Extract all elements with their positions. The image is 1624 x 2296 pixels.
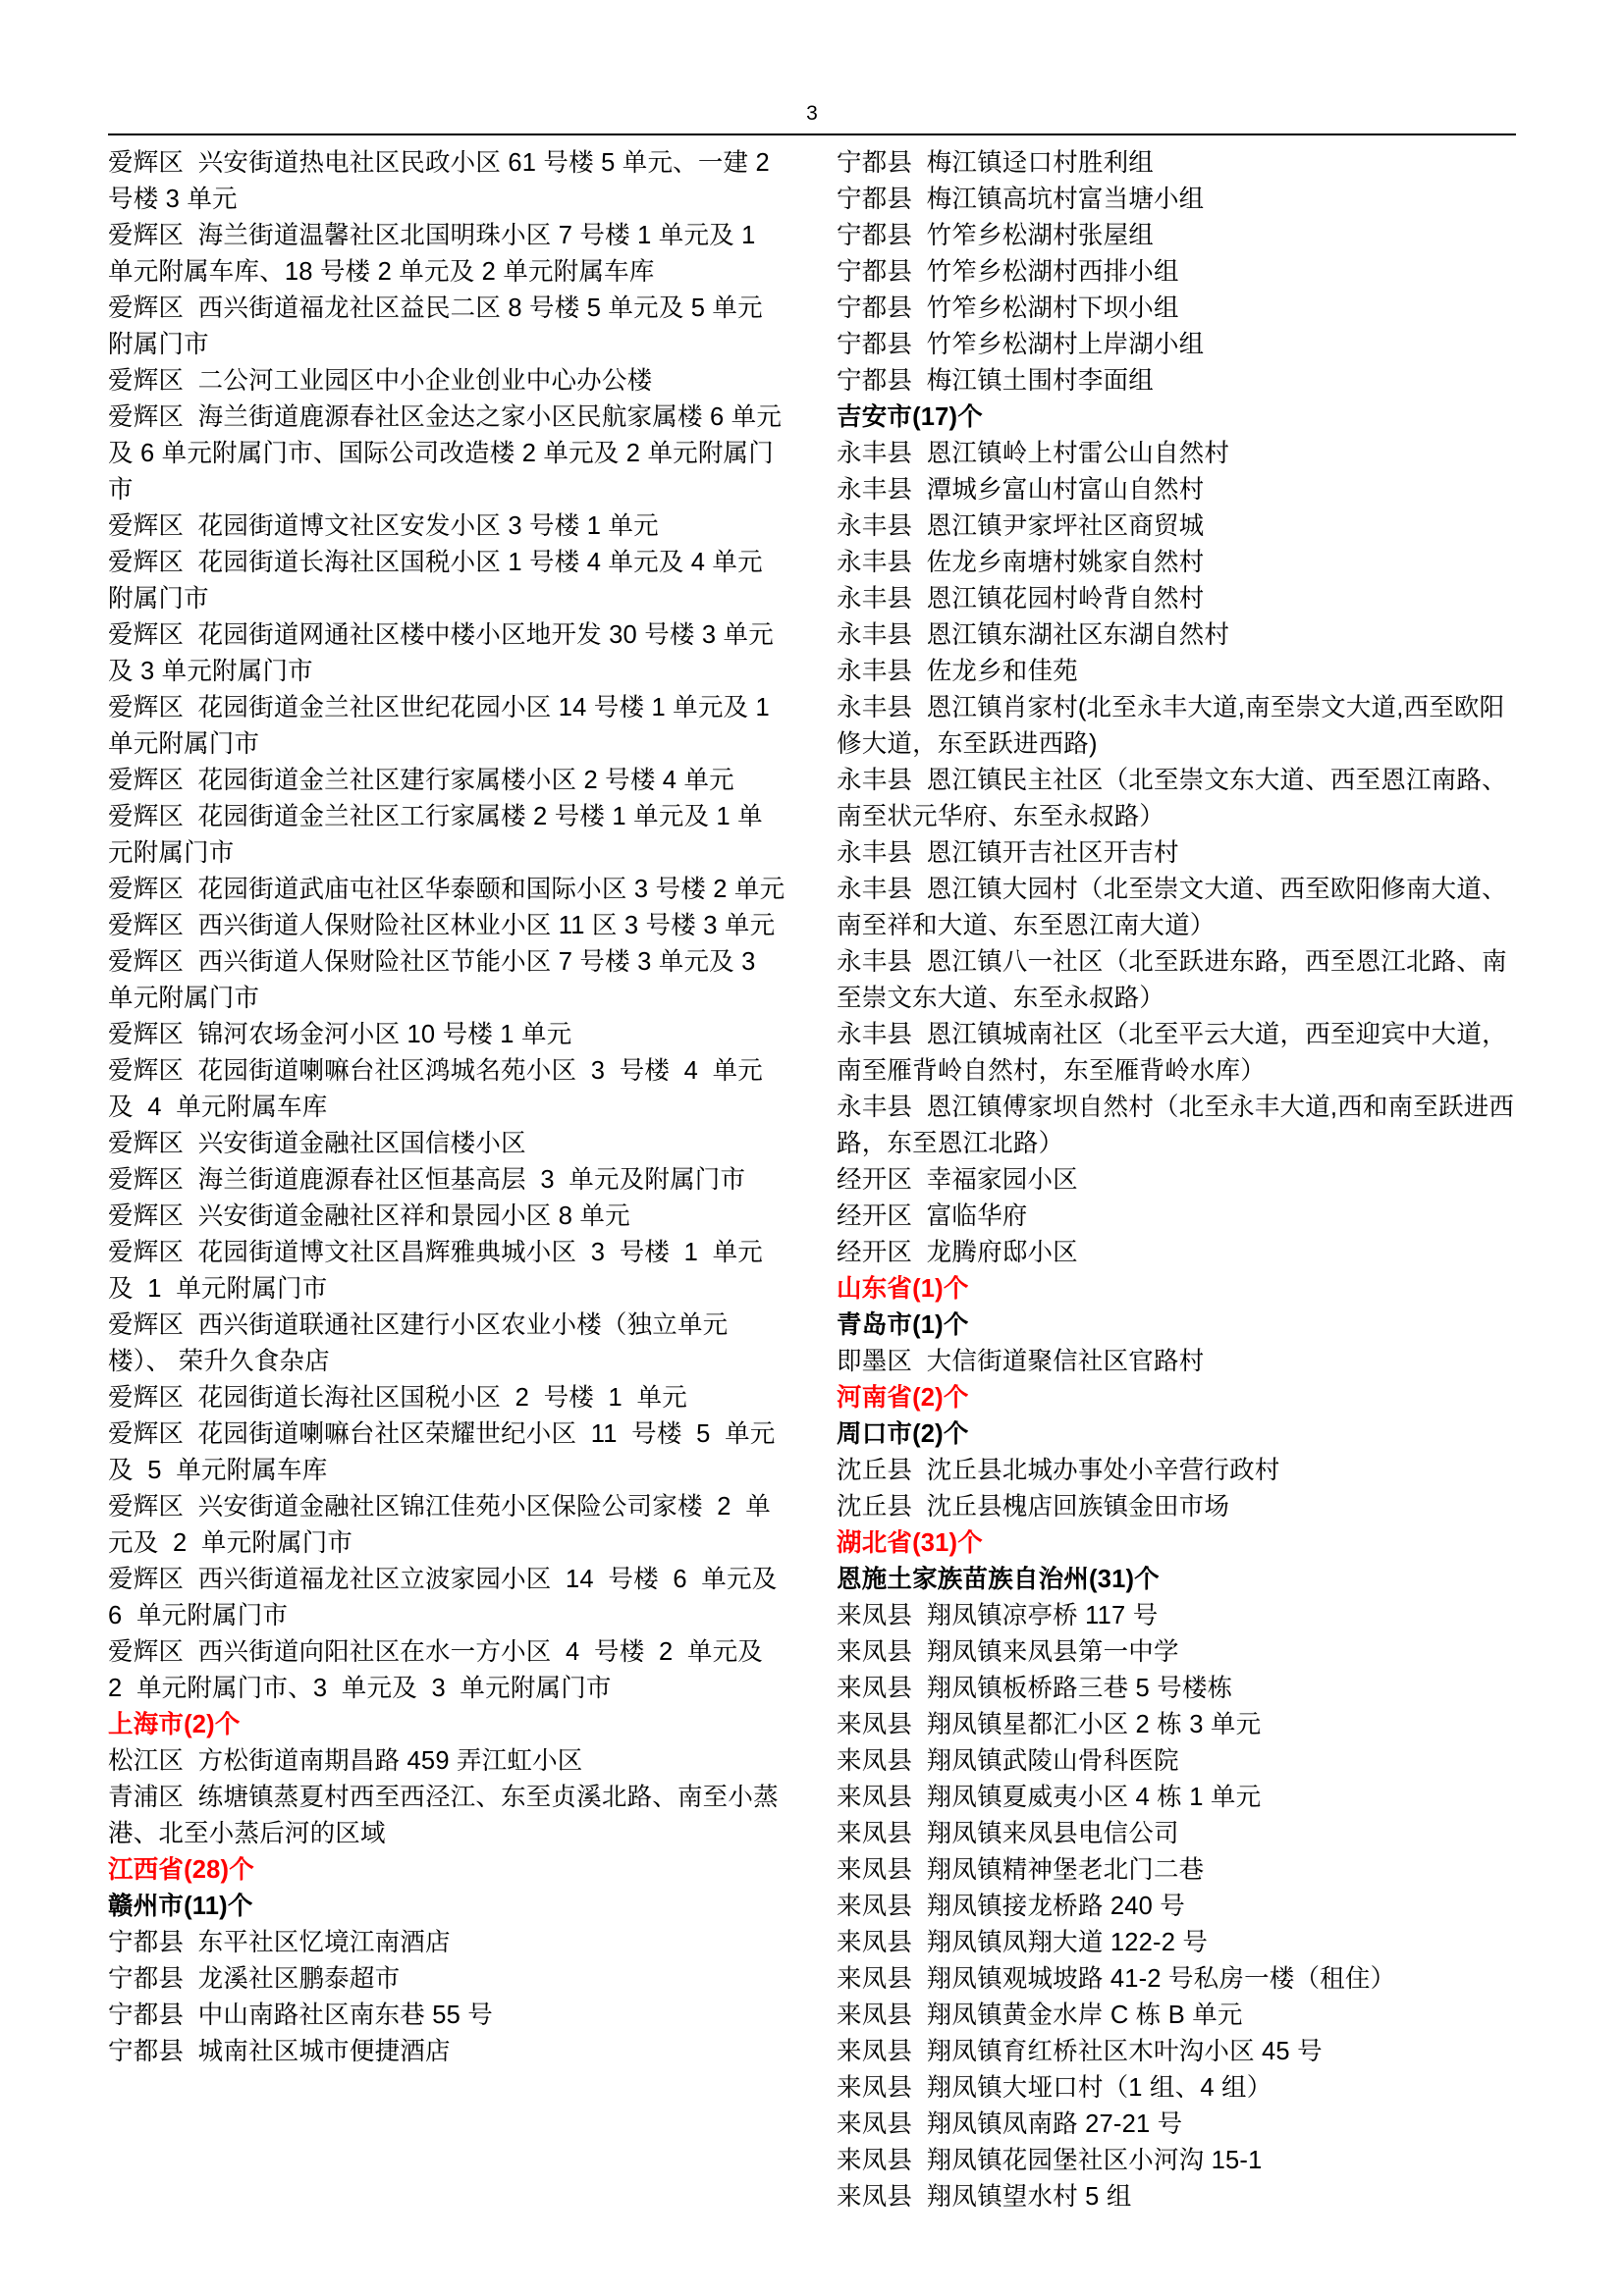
- address-entry: 来凤县 翔凤镇望水村 5 组: [837, 2183, 1132, 2211]
- address-entry: 宁都县 东平社区忆境江南酒店: [108, 1929, 451, 1956]
- address-entry: 来凤县 翔凤镇精神堡老北门二巷: [837, 1856, 1205, 1884]
- address-entry: 来凤县 翔凤镇来凤县第一中学: [837, 1638, 1179, 1666]
- address-entry: 爱辉区 西兴街道福龙社区益民二区 8 号楼 5 单元及 5 单元附属门市: [108, 294, 763, 358]
- address-entry: 永丰县 恩江镇花园村岭背自然村: [837, 585, 1205, 613]
- address-entry: 爱辉区 西兴街道人保财险社区节能小区 7 号楼 3 单元及 3 单元附属门市: [108, 948, 763, 1012]
- city-heading: 青岛市(1)个: [837, 1311, 969, 1339]
- address-entry: 宁都县 竹笮乡松湖村上岸湖小组: [837, 331, 1205, 358]
- address-entry: 永丰县 恩江镇东湖社区东湖自然村: [837, 621, 1230, 649]
- address-entry: 宁都县 竹笮乡松湖村张屋组: [837, 222, 1154, 249]
- right-column: [837, 145, 1516, 2216]
- address-entry: 永丰县 恩江镇尹家坪社区商贸城: [837, 512, 1205, 540]
- address-entry: 来凤县 翔凤镇凤翔大道 122-2 号: [837, 1929, 1209, 1956]
- address-entry: 宁都县 中山南路社区南东巷 55 号: [108, 2002, 494, 2029]
- address-entry: 来凤县 翔凤镇育红桥社区木叶沟小区 45 号: [837, 2038, 1323, 2065]
- address-entry: 爱辉区 花园街道金兰社区建行家属楼小区 2 号楼 4 单元: [108, 767, 734, 794]
- address-entry: 来凤县 翔凤镇黄金水岸 C 栋 B 单元: [837, 2002, 1243, 2029]
- left-column: [108, 145, 791, 2216]
- address-entry: 永丰县 恩江镇民主社区（北至崇文东大道、西至恩江南路、南至状元华府、东至永叔路）: [837, 767, 1507, 830]
- address-entry: 来凤县 翔凤镇观城坡路 41-2 号私房一楼（租住）: [837, 1965, 1396, 1993]
- address-entry: 来凤县 翔凤镇凤南路 27-21 号: [837, 2110, 1183, 2138]
- province-heading: 上海市(2)个: [108, 1711, 241, 1738]
- address-entry: 爱辉区 花园街道喇嘛台社区荣耀世纪小区 11 号楼 5 单元及 5 单元附属车库: [108, 1420, 776, 1484]
- address-entry: 永丰县 恩江镇开吉社区开吉村: [837, 839, 1179, 867]
- province-heading: 湖北省(31)个: [837, 1529, 983, 1557]
- address-entry: 沈丘县 沈丘县槐店回族镇金田市场: [837, 1493, 1230, 1521]
- address-entry: 爱辉区 花园街道金兰社区工行家属楼 2 号楼 1 单元及 1 单元附属门市: [108, 803, 763, 867]
- province-heading: 江西省(28)个: [108, 1856, 254, 1884]
- two-column-body: [0, 135, 1624, 2216]
- address-entry: 爱辉区 兴安街道金融社区祥和景园小区 8 单元: [108, 1202, 630, 1230]
- address-entry: 来凤县 翔凤镇花园堡社区小河沟 15-1: [837, 2147, 1263, 2174]
- address-entry: 宁都县 竹笮乡松湖村西排小组: [837, 258, 1179, 286]
- address-entry: 来凤县 翔凤镇大垭口村（1 组、4 组）: [837, 2074, 1272, 2102]
- address-entry: 永丰县 恩江镇大园村（北至崇文大道、西至欧阳修南大道、南至祥和大道、东至恩江南大道）: [837, 876, 1507, 939]
- city-heading: 赣州市(11)个: [108, 1893, 253, 1920]
- address-entry: 青浦区 练塘镇蒸夏村西至西泾江、东至贞溪北路、南至小蒸港、北至小蒸后河的区域: [108, 1784, 779, 1847]
- address-entry: 松江区 方松街道南期昌路 459 弄江虹小区: [108, 1747, 583, 1775]
- address-entry: 宁都县 龙溪社区鹏泰超市: [108, 1965, 401, 1993]
- city-heading: 恩施土家族苗族自治州(31)个: [837, 1566, 1160, 1593]
- address-entry: 沈丘县 沈丘县北城办事处小辛营行政村: [837, 1457, 1280, 1484]
- address-entry: 来凤县 翔凤镇星都汇小区 2 栋 3 单元: [837, 1711, 1262, 1738]
- province-heading: 河南省(2)个: [837, 1384, 969, 1412]
- address-entry: 宁都县 梅江镇土围村李面组: [837, 367, 1154, 395]
- address-entry: 宁都县 梅江镇高坑村富当塘小组: [837, 186, 1205, 213]
- address-entry: 永丰县 恩江镇傅家坝自然村（北至永丰大道,西和南至跃进西路，东至恩江北路）: [837, 1094, 1515, 1157]
- address-entry: 爱辉区 西兴街道人保财险社区林业小区 11 区 3 号楼 3 单元: [108, 912, 776, 939]
- address-entry: 宁都县 梅江镇迳口村胜利组: [837, 149, 1154, 177]
- address-entry: 爱辉区 西兴街道福龙社区立波家园小区 14 号楼 6 单元及 6 单元附属门市: [108, 1566, 791, 1629]
- address-entry: 永丰县 恩江镇城南社区（北至平云大道，西至迎宾中大道，南至雁背岭自然村，东至雁背岭水库）: [837, 1021, 1507, 1085]
- address-entry: 爱辉区 花园街道网通社区楼中楼小区地开发 30 号楼 3 单元及 3 单元附属门市: [108, 621, 774, 685]
- address-entry: 来凤县 翔凤镇接龙桥路 240 号: [837, 1893, 1185, 1920]
- address-entry: 永丰县 恩江镇岭上村雷公山自然村: [837, 440, 1230, 467]
- address-entry: 爱辉区 花园街道喇嘛台社区鸿城名苑小区 3 号楼 4 单元及 4 单元附属车库: [108, 1057, 764, 1121]
- address-entry: 永丰县 佐龙乡南塘村姚家自然村: [837, 549, 1205, 576]
- address-entry: 爱辉区 锦河农场金河小区 10 号楼 1 单元: [108, 1021, 572, 1048]
- address-entry: 爱辉区 海兰街道鹿源春社区金达之家小区民航家属楼 6 单元及 6 单元附属门市、国际公司改造楼 2 单元及 2 单元附属门市: [108, 403, 783, 504]
- address-entry: 爱辉区 二公河工业园区中小企业创业中心办公楼: [108, 367, 653, 395]
- address-entry: 永丰县 恩江镇肖家村(北至永丰大道,南至崇文大道,西至欧阳修大道，东至跃进西路): [837, 694, 1505, 758]
- city-heading: 周口市(2)个: [837, 1420, 969, 1448]
- address-entry: 宁都县 城南社区城市便捷酒店: [108, 2038, 451, 2065]
- province-heading: 山东省(1)个: [837, 1275, 969, 1303]
- page-number: 3: [806, 102, 818, 125]
- address-entry: 爱辉区 花园街道博文社区昌辉雅典城小区 3 号楼 1 单元及 1 单元附属门市: [108, 1239, 764, 1303]
- address-entry: 爱辉区 花园街道武庙屯社区华泰颐和国际小区 3 号楼 2 单元: [108, 876, 785, 903]
- address-entry: 经开区 幸福家园小区: [837, 1166, 1078, 1194]
- address-entry: 爱辉区 花园街道长海社区国税小区 2 号楼 1 单元: [108, 1384, 687, 1412]
- address-entry: 宁都县 竹笮乡松湖村下坝小组: [837, 294, 1179, 322]
- address-entry: 永丰县 潭城乡富山村富山自然村: [837, 476, 1205, 504]
- address-entry: 爱辉区 兴安街道热电社区民政小区 61 号楼 5 单元、一建 2 号楼 3 单元: [108, 149, 778, 213]
- address-entry: 来凤县 翔凤镇凉亭桥 117 号: [837, 1602, 1159, 1629]
- address-entry: 爱辉区 西兴街道联通社区建行小区农业小楼（独立单元楼）、 荣升久食杂店: [108, 1311, 729, 1375]
- address-entry: 经开区 富临华府: [837, 1202, 1028, 1230]
- address-entry: 来凤县 翔凤镇夏威夷小区 4 栋 1 单元: [837, 1784, 1262, 1811]
- address-entry: 爱辉区 兴安街道金融社区锦江佳苑小区保险公司家楼 2 单元及 2 单元附属门市: [108, 1493, 771, 1557]
- address-entry: 来凤县 翔凤镇武陵山骨科医院: [837, 1747, 1179, 1775]
- address-entry: 经开区 龙腾府邸小区: [837, 1239, 1078, 1266]
- address-entry: 爱辉区 西兴街道向阳社区在水一方小区 4 号楼 2 单元及 2 单元附属门市、3 单元及 3 单元附属门市: [108, 1638, 778, 1702]
- address-entry: 爱辉区 海兰街道鹿源春社区恒基高层 3 单元及附属门市: [108, 1166, 746, 1194]
- address-entry: 爱辉区 花园街道金兰社区世纪花园小区 14 号楼 1 单元及 1 单元附属门市: [108, 694, 778, 758]
- address-entry: 来凤县 翔凤镇来凤县电信公司: [837, 1820, 1179, 1847]
- address-entry: 即墨区 大信街道聚信社区官路村: [837, 1348, 1205, 1375]
- address-entry: 永丰县 佐龙乡和佳苑: [837, 658, 1078, 685]
- address-entry: 爱辉区 花园街道博文社区安发小区 3 号楼 1 单元: [108, 512, 659, 540]
- address-entry: 爱辉区 花园街道长海社区国税小区 1 号楼 4 单元及 4 单元附属门市: [108, 549, 763, 613]
- address-entry: 来凤县 翔凤镇板桥路三巷 5 号楼栋: [837, 1675, 1233, 1702]
- address-entry: 爱辉区 兴安街道金融社区国信楼小区: [108, 1130, 526, 1157]
- address-entry: 爱辉区 海兰街道温馨社区北国明珠小区 7 号楼 1 单元及 1 单元附属车库、18 号楼 2 单元及 2 单元附属车库: [108, 222, 763, 286]
- city-heading: 吉安市(17)个: [837, 403, 983, 431]
- address-entry: 永丰县 恩江镇八一社区（北至跃进东路，西至恩江北路、南至崇文东大道、东至永叔路）: [837, 948, 1507, 1012]
